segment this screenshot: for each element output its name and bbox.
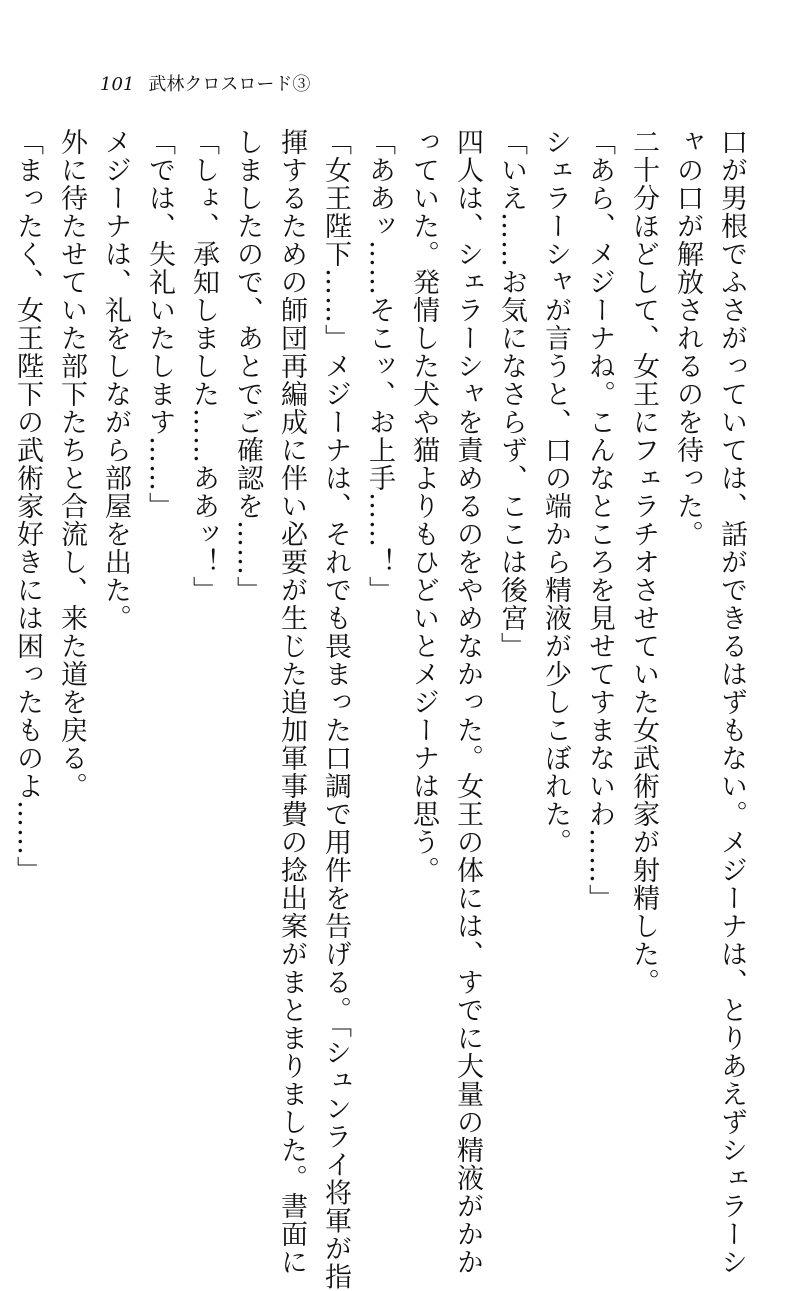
text-line: シェラーシャが言うと、口の端から精液が少しこぼれた。 (540, 128, 571, 856)
text-line: 「あら、メジーナね。こんなところを見せてすまないわ……」 (584, 128, 615, 912)
text-line: メジーナは、礼をしながら部屋を出た。 (100, 128, 131, 632)
text-line: 「しょ、承知しました……ああッ！」 (188, 128, 219, 604)
text-line: ャの口が解放されるのを待った。 (672, 128, 703, 548)
page-header (100, 70, 310, 96)
text-line: 揮するための師団再編成に伴い必要が生じた追加軍事費の捻出案がまとまりました。書面に (276, 128, 307, 1276)
book-title: 武林クロスロード③ (148, 74, 311, 95)
vertical-text-body (12, 128, 753, 1291)
text-line: 外に待たせていた部下たちと合流し、来た道を戻る。 (56, 128, 87, 800)
text-line: 「まったく、女王陛下の武術家好きには困ったものよ……」 (12, 128, 43, 884)
text-line: 「では、失礼いたします……」 (144, 128, 175, 520)
text-line: 二十分ほどして、女王にフェラチオさせていた女武術家が射精した。 (628, 128, 659, 996)
text-line: 四人は、シェラーシャを責めるのをやめなかった。女王の体には、すでに大量の精液がかか (452, 128, 483, 1276)
text-line: 口が男根でふさがっていては、話ができるはずもない。メジーナは、とりあえずシェラーシ (716, 128, 747, 1276)
text-line: しましたので、あとでご確認を……」 (232, 128, 263, 604)
text-line: 「女王陛下……」メジーナは、それでも畏まった口調で用件を告げる。「シュンライ将軍が指 (320, 128, 351, 1291)
page-number: 101 (100, 74, 135, 95)
text-line: 「いえ……お気になさらず、ここは後宮」 (496, 128, 527, 660)
text-line: っていた。発情した犬や猫よりもひどいとメジーナは思う。 (408, 128, 439, 884)
text-line: 「ああッ……そこッ、お上手……！」 (364, 128, 395, 604)
